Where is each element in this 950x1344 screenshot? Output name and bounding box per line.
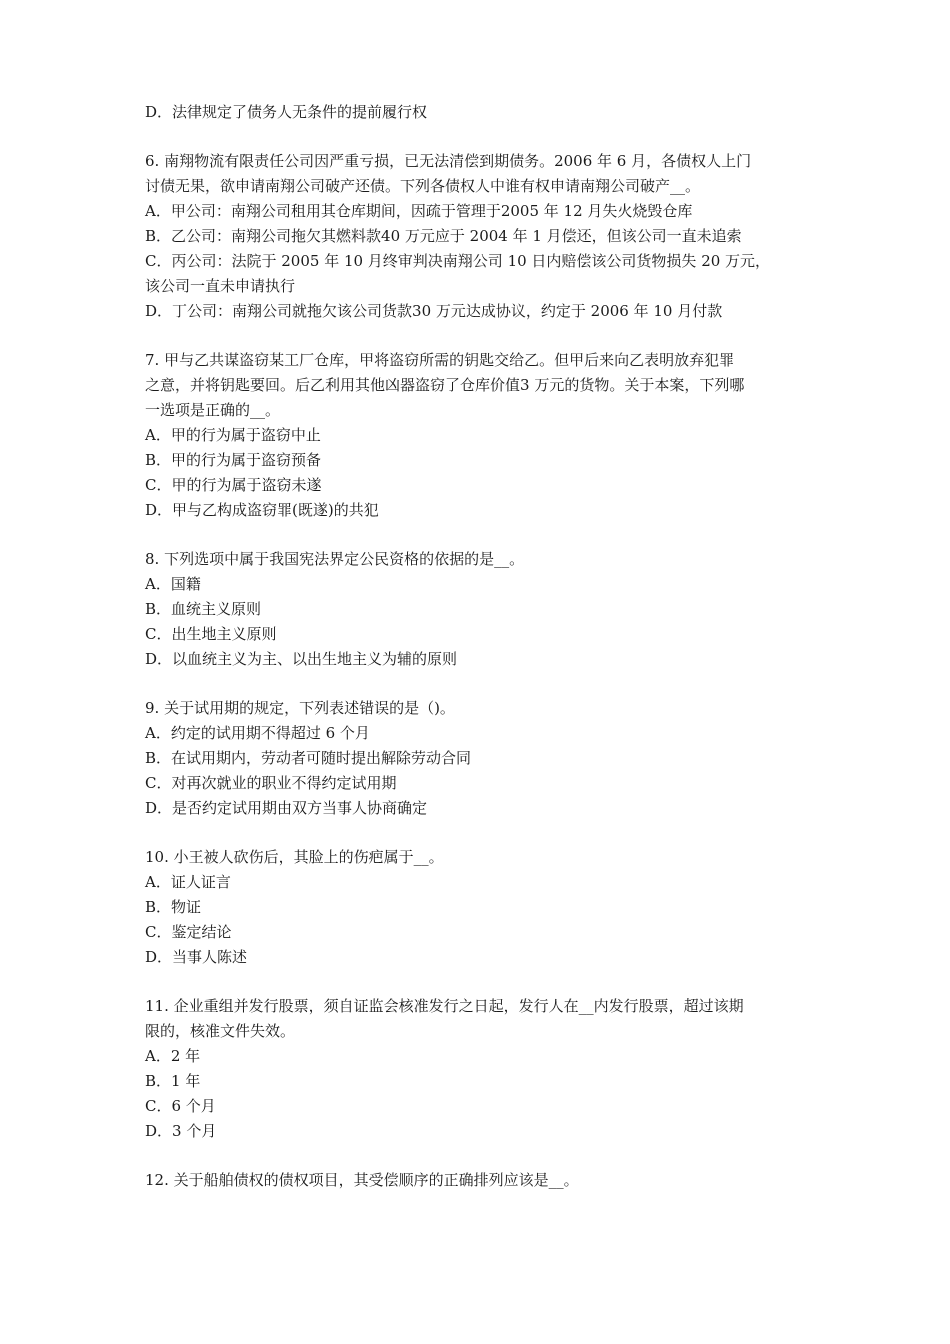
question-7-stem: 一选项是正确的__。 bbox=[145, 401, 281, 419]
question-10-option-b: B．物证 bbox=[145, 898, 202, 916]
question-9-stem: 9. 关于试用期的规定，下列表述错误的是（)。 bbox=[145, 699, 455, 717]
question-10-option-c: C．鉴定结论 bbox=[145, 923, 232, 941]
question-10-option-a: A．证人证言 bbox=[145, 873, 231, 891]
document-body bbox=[145, 100, 815, 1193]
question-8-stem: 8. 下列选项中属于我国宪法界定公民资格的依据的是__。 bbox=[145, 550, 525, 568]
question-8-option-b: B．血统主义原则 bbox=[145, 600, 262, 618]
question-8-option-a: A．国籍 bbox=[145, 575, 201, 593]
question-6-stem: 讨债无果，欲申请南翔公司破产还债。下列各债权人中谁有权申请南翔公司破产__。 bbox=[145, 177, 701, 195]
question-9-option-c: C．对再次就业的职业不得约定试用期 bbox=[145, 774, 397, 792]
question-9-option-a: A．约定的试用期不得超过 6 个月 bbox=[145, 724, 370, 742]
question-7-stem: 7. 甲与乙共谋盗窃某工厂仓库，甲将盗窃所需的钥匙交给乙。但甲后来向乙表明放弃犯罪 bbox=[145, 351, 735, 369]
question-11-option-b: B．1 年 bbox=[145, 1072, 201, 1090]
question-8-option-c: C．出生地主义原则 bbox=[145, 625, 277, 643]
question-11-option-c: C．6 个月 bbox=[145, 1097, 216, 1115]
text-line: D．法律规定了债务人无条件的提前履行权 bbox=[145, 103, 428, 121]
question-6-option-c: C．丙公司：法院于 2005 年 10 月终审判决南翔公司 10 日内赔偿该公司货物损失 20 万元， bbox=[145, 252, 771, 270]
question-12-stem: 12. 关于船舶债权的债权项目，其受偿顺序的正确排列应该是__。 bbox=[145, 1171, 579, 1189]
paragraph-gap bbox=[145, 672, 815, 696]
question-11-stem: 11. 企业重组并发行股票，须自证监会核准发行之日起，发行人在__内发行股票，超过该期 bbox=[145, 997, 744, 1015]
question-7-option-b: B．甲的行为属于盗窃预备 bbox=[145, 451, 322, 469]
question-6-option-a: A．甲公司：南翔公司租用其仓库期间，因疏于管理于2005 年 12 月失火烧毁仓库 bbox=[145, 202, 693, 220]
question-6-stem: 6. 南翔物流有限责任公司因严重亏损，已无法清偿到期债务。2006 年 6 月，各债权人上门 bbox=[145, 152, 752, 170]
paragraph-gap bbox=[145, 1144, 815, 1168]
paragraph-gap bbox=[145, 125, 815, 149]
paragraph-gap bbox=[145, 324, 815, 348]
question-7-stem: 之意，并将钥匙要回。后乙利用其他凶器盗窃了仓库价值3 万元的货物。关于本案，下列哪 bbox=[145, 376, 745, 394]
question-8-option-d: D．以血统主义为主、以出生地主义为辅的原则 bbox=[145, 650, 458, 668]
question-6-option-b: B．乙公司：南翔公司拖欠其燃料款40 万元应于 2004 年 1 月偿还，但该公司一直未追索 bbox=[145, 227, 742, 245]
question-7-option-c: C．甲的行为属于盗窃未遂 bbox=[145, 476, 322, 494]
question-11-option-d: D．3 个月 bbox=[145, 1122, 217, 1140]
paragraph-gap bbox=[145, 970, 815, 994]
question-6-option-c: 该公司一直未申请执行 bbox=[145, 277, 296, 295]
question-9-option-b: B．在试用期内，劳动者可随时提出解除劳动合同 bbox=[145, 749, 472, 767]
question-6-option-d: D．丁公司：南翔公司就拖欠该公司货款30 万元达成协议，约定于 2006 年 10 月付款 bbox=[145, 302, 723, 320]
question-9-option-d: D．是否约定试用期由双方当事人协商确定 bbox=[145, 799, 428, 817]
question-10-stem: 10. 小王被人砍伤后，其脸上的伤疤属于__。 bbox=[145, 848, 444, 866]
question-11-option-a: A．2 年 bbox=[145, 1047, 201, 1065]
question-11-stem: 限的，核准文件失效。 bbox=[145, 1022, 296, 1040]
question-10-option-d: D．当事人陈述 bbox=[145, 948, 248, 966]
paragraph-gap bbox=[145, 821, 815, 845]
question-7-option-d: D．甲与乙构成盗窃罪(既遂)的共犯 bbox=[145, 501, 379, 519]
question-7-option-a: A．甲的行为属于盗窃中止 bbox=[145, 426, 321, 444]
paragraph-gap bbox=[145, 523, 815, 547]
